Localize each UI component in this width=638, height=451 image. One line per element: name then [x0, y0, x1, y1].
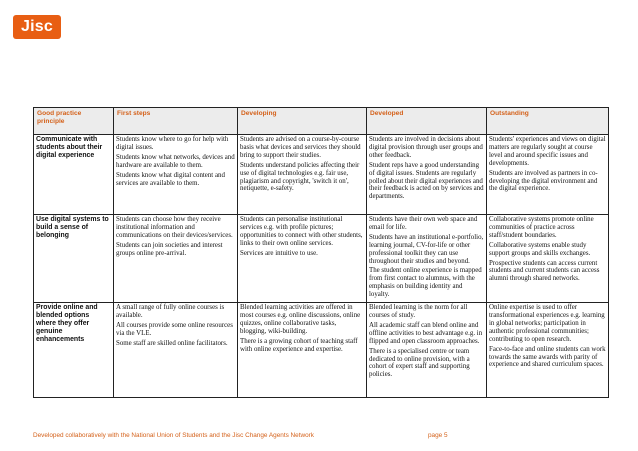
cell-text: Students' experiences and views on digital matters are regularly sought at course level and around specific issues and developments.: [489, 136, 606, 167]
table-header-row: [34, 108, 609, 135]
cell-text: Students are involved as partners in co-developing the digital environment and the digital experience.: [489, 169, 598, 193]
cell-text: Students are involved in decisions about digital provision through user groups and other feedback.: [369, 136, 483, 159]
cell-text: Students are advised on a course-by-course basis what devices and services they should bring to support their studies.: [240, 136, 361, 159]
cell-text: Face-to-face and online students can work towards the same awards with parity of experience and shared curriculum spaces.: [489, 345, 606, 369]
cell-text: Students have their own web space and email for life.: [369, 216, 478, 231]
first-steps-cell: [114, 135, 238, 215]
outstanding-cell: [487, 215, 609, 303]
cell-text: Some staff are skilled online facilitators.: [116, 339, 228, 347]
cell-text: There is a growing cohort of teaching staff with online experience and expertise.: [240, 337, 358, 353]
principle-cell: Communicate with students about their digital experience: [34, 135, 114, 215]
cell-text: Collaborative systems enable study support groups and skills exchanges.: [489, 241, 591, 257]
footer-credit: Developed collaboratively with the National Union of Students and the Jisc Change Agents Network: [33, 432, 314, 439]
first-steps-cell: [114, 303, 238, 398]
cell-text: All courses provide some online resources via the VLE.: [116, 321, 233, 337]
outstanding-cell: [487, 303, 609, 398]
cell-text: Students have an institutional e-portfolio, learning journal, CV-for-life or other professional toolkit they can use throughout their studies and beyond.: [369, 233, 484, 265]
first-steps-cell: [114, 215, 238, 303]
table-row: [34, 135, 609, 215]
developing-cell: [238, 215, 367, 303]
developing-cell: [238, 303, 367, 398]
table-row: [34, 215, 609, 303]
cell-text: Students know what digital content and services are available to them.: [116, 171, 225, 187]
cell-text: The student online experience is mapped from first contact to alumnus, with the emphasis on building identity and loyalty.: [369, 267, 482, 299]
maturity-table: [33, 107, 609, 398]
table-row: [34, 303, 609, 398]
page-number: page 5: [428, 432, 448, 439]
cell-text: All academic staff can blend online and offline activities to best advantage e.g. in flipped and open classroom approaches.: [369, 321, 483, 345]
cell-text: A small range of fully online courses is available.: [116, 304, 225, 319]
cell-text: Students can personalise institutional services e.g. with profile pictures; opportunities to connect with other students, links to their own online services.: [240, 216, 363, 247]
principle-cell: Use digital systems to build a sense of belonging: [34, 215, 114, 303]
cell-text: Online expertise is used to offer transformational experiences e.g. learning in global networks; participation in authentic professional communities; contributing to open research.: [489, 304, 605, 343]
cell-text: Students know what networks, devices and hardware are available to them.: [116, 153, 235, 169]
cell-text: Students can join societies and interest groups online pre-arrival.: [116, 241, 223, 257]
header-developing: Developing: [238, 108, 367, 135]
principle-cell: Provide online and blended options where they offer genuine enhancements: [34, 303, 114, 398]
header-developed: Developed: [367, 108, 487, 135]
cell-text: There is a specialised centre or team dedicated to online provision, with a cohort of expert staff and supporting policies.: [369, 347, 470, 379]
cell-text: Collaborative systems promote online communities of practice across staff/student boundaries.: [489, 216, 594, 239]
cell-text: Blended learning is the norm for all courses of study.: [369, 304, 468, 319]
outstanding-cell: [487, 135, 609, 215]
developed-cell: [367, 135, 487, 215]
cell-text: Blended learning activities are offered in most courses e.g. online discussions, online quizzes, online collaborative tasks, blogging, wiki-building.: [240, 304, 361, 335]
header-outstanding: Outstanding: [487, 108, 609, 135]
developed-cell: [367, 215, 487, 303]
developed-cell: [367, 303, 487, 398]
developing-cell: [238, 135, 367, 215]
header-principle: Good practice principle: [34, 108, 114, 135]
cell-text: Student reps have a good understanding of digital issues. Students are regularly polled about their digital experiences and their feedback is acted on by services and departments.: [369, 161, 484, 201]
cell-text: Students know where to go for help with digital issues.: [116, 136, 229, 151]
cell-text: Prospective students can access current students and current students can access alumni through shared networks.: [489, 259, 600, 283]
cell-text: Students can choose how they receive institutional information and communications on their devices/services.: [116, 216, 233, 239]
jisc-logo: Jisc: [13, 15, 61, 39]
cell-text: Students understand policies affecting their use of digital technologies e.g. fair use, plagiarism and copyright, 'switch it on', netiquette, e-safety.: [240, 161, 360, 193]
cell-text: Services are intuitive to use.: [240, 249, 318, 257]
header-first-steps: First steps: [114, 108, 238, 135]
